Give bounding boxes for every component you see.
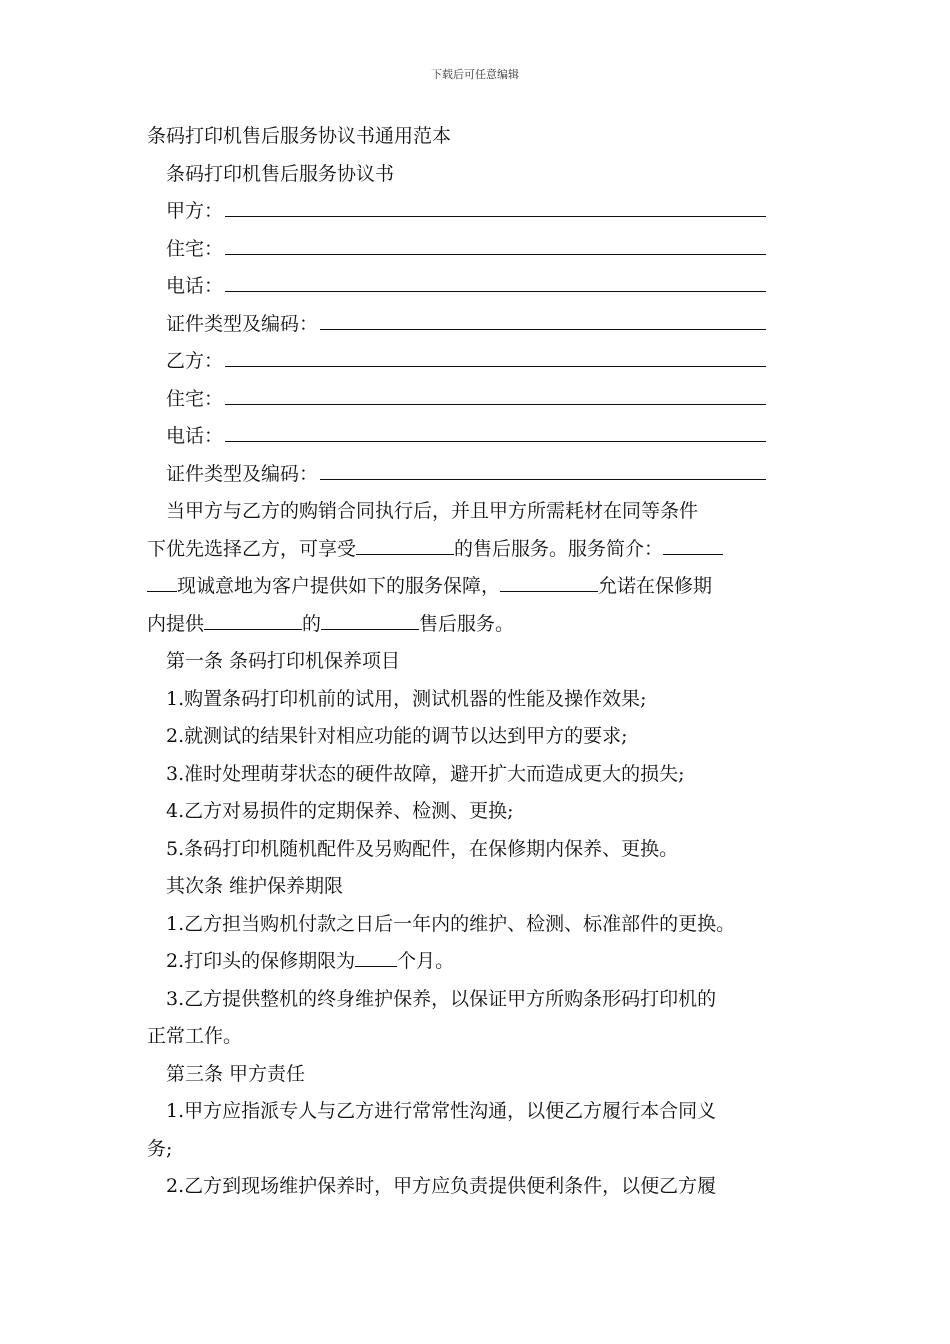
article-3-item: 2.乙方到现场维护保养时，甲方应负责提供便利条件，以便乙方履 xyxy=(166,1175,717,1197)
field-label: 住宅： xyxy=(166,387,224,410)
document-body xyxy=(147,118,812,1206)
intro-line-3 xyxy=(147,568,812,606)
intro-text: 允诺在保修期 xyxy=(598,575,713,597)
article-2-heading: 其次条 维护保养期限 xyxy=(166,875,344,897)
fill-in-blank xyxy=(225,194,766,217)
intro-text: 售后服务。 xyxy=(419,612,515,635)
article-1-item: 2.就测试的结果针对相应功能的调节以达到甲方的要求; xyxy=(166,725,628,747)
fill-in-blank xyxy=(355,948,397,967)
article-2-item-continued: 正常工作。 xyxy=(147,1025,243,1047)
party-a-field xyxy=(147,193,766,231)
fill-in-blank xyxy=(225,344,766,367)
party-a-phone-field xyxy=(147,268,766,306)
intro-line-1: 当甲方与乙方的购销合同执行后，并且甲方所需耗材在同等条件 xyxy=(166,500,699,522)
intro-text: 现诚意地为客户提供如下的服务保障， xyxy=(177,575,501,597)
article-1-item: 5.条码打印机随机配件及另购配件，在保修期内保养、更换。 xyxy=(166,837,679,860)
party-a-id-field xyxy=(147,306,766,344)
field-label: 证件类型及编码： xyxy=(166,462,319,485)
party-b-address-field xyxy=(147,381,766,419)
intro-text: 的 xyxy=(302,612,322,635)
article-1-heading: 第一条 条码打印机保养项目 xyxy=(166,650,401,672)
fill-in-blank xyxy=(356,536,454,555)
field-label: 乙方： xyxy=(166,350,224,372)
document-subtitle: 条码打印机售后服务协议书 xyxy=(166,162,395,185)
article-1-item: 4.乙方对易损件的定期保养、检测、更换; xyxy=(166,800,514,822)
article-2-item: 1.乙方担当购机付款之日后一年内的维护、检测、标准部件的更换。 xyxy=(166,912,736,935)
fill-in-blank xyxy=(663,536,723,555)
field-label: 电话： xyxy=(166,275,224,297)
page-header: 下载后可任意编辑 xyxy=(431,68,519,81)
fill-in-blank xyxy=(321,611,419,630)
intro-line-4 xyxy=(147,606,812,644)
fill-in-blank xyxy=(225,382,766,405)
article-3-item-continued: 务; xyxy=(147,1137,173,1160)
fill-in-blank xyxy=(204,611,302,630)
article-3-heading: 第三条 甲方责任 xyxy=(166,1062,306,1085)
intro-text: 下优先选择乙方，可享受 xyxy=(147,537,357,560)
party-b-field xyxy=(147,343,766,381)
party-b-id-field xyxy=(147,456,766,494)
article-3-item: 1.甲方应指派专人与乙方进行常常性沟通，以便乙方履行本合同义 xyxy=(166,1100,717,1122)
fill-in-blank xyxy=(320,457,766,480)
fill-in-blank xyxy=(225,269,766,292)
fill-in-blank xyxy=(147,573,177,592)
article-2-item: 3.乙方提供整机的终身维护保养，以保证甲方所购条形码打印机的 xyxy=(166,987,717,1010)
field-label: 电话： xyxy=(166,425,224,447)
party-a-address-field xyxy=(147,231,766,269)
fill-in-blank xyxy=(320,307,766,330)
article-2-item xyxy=(147,943,812,981)
field-label: 证件类型及编码： xyxy=(166,312,319,335)
article-1-item: 1.购置条码打印机前的试用，测试机器的性能及操作效果; xyxy=(166,687,647,710)
intro-line-2 xyxy=(147,531,812,569)
intro-text: 的售后服务。服务简介： xyxy=(454,537,664,560)
field-label: 甲方： xyxy=(166,200,224,222)
document-title: 条码打印机售后服务协议书通用范本 xyxy=(147,125,452,147)
field-label: 住宅： xyxy=(166,237,224,260)
fill-in-blank xyxy=(225,419,766,442)
item-text: 个月。 xyxy=(397,950,455,972)
fill-in-blank xyxy=(225,232,766,255)
intro-text: 内提供 xyxy=(147,612,205,635)
item-text: 2.打印头的保修期限为 xyxy=(166,950,356,972)
article-1-item: 3.准时处理萌芽状态的硬件故障，避开扩大而造成更大的损失; xyxy=(166,762,685,785)
party-b-phone-field xyxy=(147,418,766,456)
fill-in-blank xyxy=(500,573,598,592)
